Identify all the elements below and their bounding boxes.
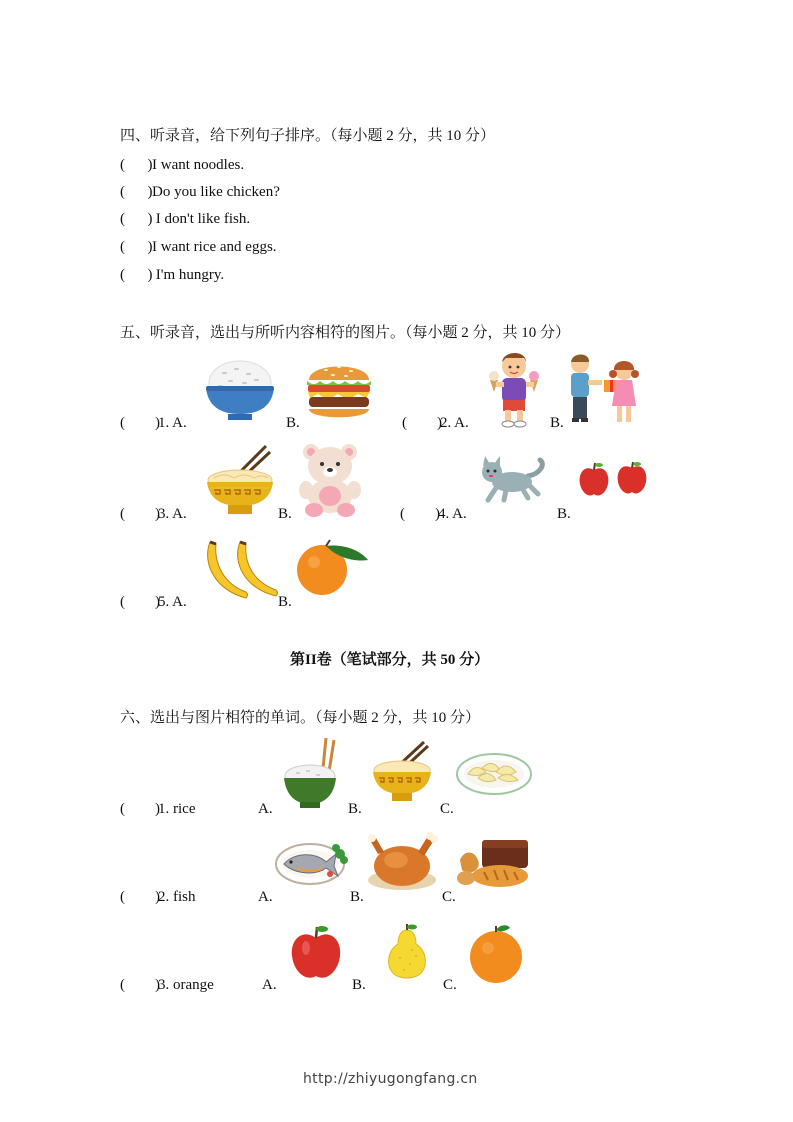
s6-bracket-3[interactable]: ( ) [120, 977, 160, 993]
s6-option-2b: B. [350, 889, 364, 905]
hamburger-icon[interactable] [306, 354, 372, 426]
s4-bracket-4[interactable]: ( ) [120, 239, 153, 255]
s5-label-1a: 1. A. [158, 415, 187, 431]
section-5-heading: 五、听录音，选出与所听内容相符的图片。（每小题 2 分，共 10 分） [120, 325, 571, 341]
noodles-icon[interactable] [204, 444, 276, 518]
footer-url[interactable]: http://zhiyugongfang.cn [303, 1071, 478, 1087]
s5-bracket-5[interactable]: ( ) [120, 594, 160, 610]
s4-sentence-4: I want rice and eggs. [152, 239, 277, 255]
s4-bracket-1[interactable]: ( ) [120, 157, 153, 173]
s5-label-2b: B. [550, 415, 564, 431]
s5-label-5a: 5. A. [158, 594, 187, 610]
s4-sentence-3: I don't like fish. [152, 211, 251, 227]
bananas-icon[interactable] [202, 540, 280, 600]
s6-option-1c: C. [440, 801, 454, 817]
roast-chicken-icon[interactable] [366, 830, 438, 892]
s5-bracket-3[interactable]: ( ) [120, 506, 160, 522]
s6-option-3c: C. [443, 977, 457, 993]
s4-bracket-5[interactable]: ( ) [120, 267, 153, 283]
s6-option-2c: C. [442, 889, 456, 905]
s5-label-2a: 2. A. [440, 415, 469, 431]
s5-label-4a: 4. A. [438, 506, 467, 522]
bread-icon[interactable] [456, 836, 532, 892]
section-4-heading: 四、听录音，给下列句子排序。（每小题 2 分，共 10 分） [120, 128, 496, 144]
s5-label-4b: B. [557, 506, 571, 522]
s4-bracket-3[interactable]: ( ) [120, 211, 153, 227]
s6-option-3a: A. [262, 977, 277, 993]
teddy-bear-icon[interactable] [298, 442, 362, 518]
s6-word-1: 1. rice [158, 801, 196, 817]
s5-bracket-4[interactable]: ( ) [400, 506, 440, 522]
s4-sentence-2: Do you like chicken? [152, 184, 280, 200]
boy-ice-cream-icon[interactable] [486, 350, 542, 430]
pear-icon[interactable] [382, 924, 432, 982]
s6-option-1a: A. [258, 801, 273, 817]
fish-plate-icon[interactable] [274, 838, 350, 886]
s5-bracket-2[interactable]: ( ) [402, 415, 442, 431]
cat-icon[interactable] [478, 456, 548, 502]
part-2-title: 第II卷（笔试部分，共 50 分） [290, 652, 490, 668]
s5-bracket-1[interactable]: ( ) [120, 415, 160, 431]
s5-label-5b: B. [278, 594, 292, 610]
section-6-heading: 六、选出与图片相符的单词。（每小题 2 分，共 10 分） [120, 710, 481, 726]
s4-sentence-1: I want noodles. [152, 157, 245, 173]
orange-icon[interactable] [468, 924, 524, 984]
s5-label-3a: 3. A. [158, 506, 187, 522]
children-gift-icon[interactable] [566, 354, 642, 428]
noodles-icon[interactable] [370, 740, 434, 804]
s4-sentence-5: I'm hungry. [152, 267, 225, 283]
s6-option-3b: B. [352, 977, 366, 993]
rice-bowl-icon[interactable] [204, 358, 276, 422]
s6-bracket-1[interactable]: ( ) [120, 801, 160, 817]
s4-bracket-2[interactable]: ( ) [120, 184, 153, 200]
s6-bracket-2[interactable]: ( ) [120, 889, 160, 905]
s6-option-2a: A. [258, 889, 273, 905]
s6-word-2: 2. fish [158, 889, 196, 905]
rice-green-bowl-icon[interactable] [282, 738, 340, 810]
s5-label-3b: B. [278, 506, 292, 522]
s6-word-3: 3. orange [158, 977, 214, 993]
orange-icon[interactable] [296, 540, 370, 596]
dumplings-plate-icon[interactable] [456, 752, 532, 796]
apples-icon[interactable] [578, 462, 648, 498]
apple-icon[interactable] [290, 924, 342, 982]
s5-label-1b: B. [286, 415, 300, 431]
s6-option-1b: B. [348, 801, 362, 817]
